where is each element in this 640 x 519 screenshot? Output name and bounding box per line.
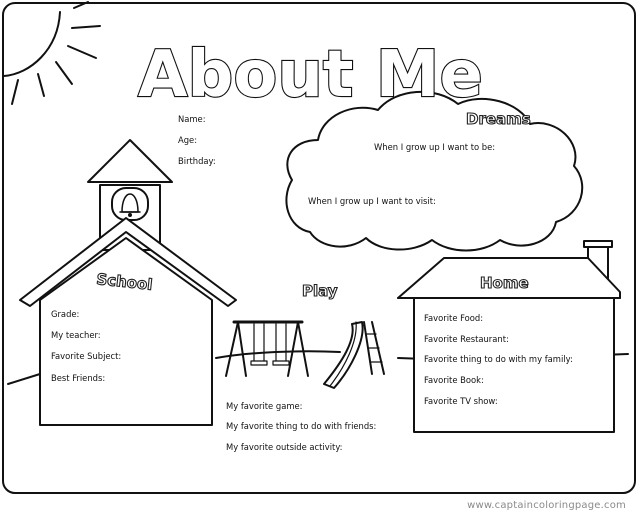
footer-url: www.captaincoloringpage.com — [467, 500, 626, 511]
best-friends-label: Best Friends: — [51, 373, 106, 383]
play-heading: Play — [302, 282, 338, 300]
grade-label: Grade: — [51, 309, 80, 319]
subject-label: Favorite Subject: — [51, 351, 122, 361]
page-title: About Me — [138, 38, 483, 112]
food-label: Favorite Food: — [424, 313, 484, 323]
school-heading: School — [95, 270, 154, 294]
sun-icon — [4, 2, 100, 104]
swing-set-icon — [226, 322, 308, 376]
slide-icon — [324, 322, 384, 388]
favorite-game-label: My favorite game: — [226, 401, 303, 411]
name-label: Name: — [178, 114, 206, 124]
friends-thing-label: My favorite thing to do with friends: — [226, 421, 377, 431]
family-thing-label: Favorite thing to do with my family: — [424, 354, 573, 364]
dream-be-label: When I grow up I want to be: — [374, 142, 496, 152]
restaurant-label: Favorite Restaurant: — [424, 334, 509, 344]
outside-activity-label: My favorite outside activity: — [226, 442, 343, 452]
cloud-icon — [286, 92, 582, 251]
teacher-label: My teacher: — [51, 330, 101, 340]
dreams-heading: Dreams — [466, 110, 531, 128]
tv-show-label: Favorite TV show: — [424, 396, 498, 406]
book-label: Favorite Book: — [424, 375, 484, 385]
birthday-label: Birthday: — [178, 156, 216, 166]
dream-visit-label: When I grow up I want to visit: — [308, 196, 436, 206]
home-heading: Home — [480, 274, 529, 292]
age-label: Age: — [178, 135, 198, 145]
